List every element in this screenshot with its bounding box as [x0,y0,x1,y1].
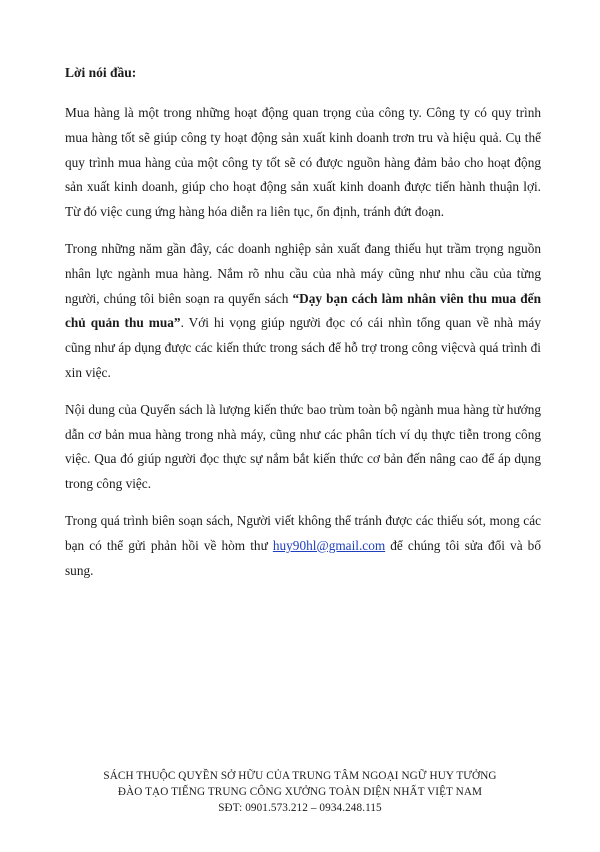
book-title: “Dạy bạn cách làm nhân viên thu mua đến chủ quản thu mua” [65,290,541,331]
paragraph-2-text-end: . Với hi vọng giúp người đọc có cái nhìn tổng quan về nhà máy cũng như áp dụng được các kiến thức trong sách để hỗ trợ trong công việcvà quá trình đi xin việc. [65,315,541,380]
document-body [65,65,541,595]
paragraph-4 [65,509,541,583]
email-link[interactable]: huy90hl@gmail.com [272,537,386,553]
paragraph-3: Nội dung của Quyển sách là lượng kiến thức bao trùm toàn bộ ngành mua hàng từ hướng dẫn cơ bản mua hàng trong nhà máy, cũng như các phân tích ví dụ thực tiễn trong công việc. Qua đó giúp người đọc thực sự nắm bắt kiến thức cơ bản đến nâng cao để áp dụng trong công việc. [65,401,541,492]
paragraph-4-text-end: để chúng tôi sửa đổi và bổ sung. [65,537,541,578]
preface-heading: Lời nói đầu: [65,65,137,80]
paragraph-1: Mua hàng là một trong những hoạt động quan trọng của công ty. Công ty có quy trình mua hàng tốt sẽ giúp công ty hoạt động sản xuất kinh doanh trơn tru và hiệu quả. Cụ thể quy trình mua hàng của một công ty tốt sẽ có được nguồn hàng đảm bảo cho hoạt động sản xuất kinh doanh, giúp cho hoạt động sản xuất kinh doanh được tiến hành thuận lợi. Từ đó việc cung ứng hàng hóa diễn ra liên tục, ổn định, tránh đứt đoạn. [65,105,541,220]
footer-phone: SĐT: 0901.573.212 – 0934.248.115 [218,802,382,814]
page-footer [0,768,600,816]
paragraph-2-text-start: Trong những năm gần đây, các doanh nghiệp sản xuất đang thiếu hụt trầm trọng nguồn nhân lực ngành mua hàng. Nắm rõ nhu cầu của nhà máy cũng như nhu cầu của từng người, chúng tôi biên soạn ra quyển sách [65,240,541,306]
paragraph-2 [65,237,541,386]
paragraph-4-text-start: Trong quá trình biên soạn sách, Người viết không thể tránh được các thiếu sót, mong các bạn có thể gửi phản hồi về hòm thư [65,512,541,553]
footer-tagline: ĐÀO TẠO TIẾNG TRUNG CÔNG XƯỞNG TOÀN DIỆN NHẤT VIỆT NAM [117,786,483,798]
footer-ownership-line: SÁCH THUỘC QUYỀN SỞ HỮU CỦA TRUNG TÂM NGOẠI NGỮ HUY TƯỞNG [103,770,497,782]
